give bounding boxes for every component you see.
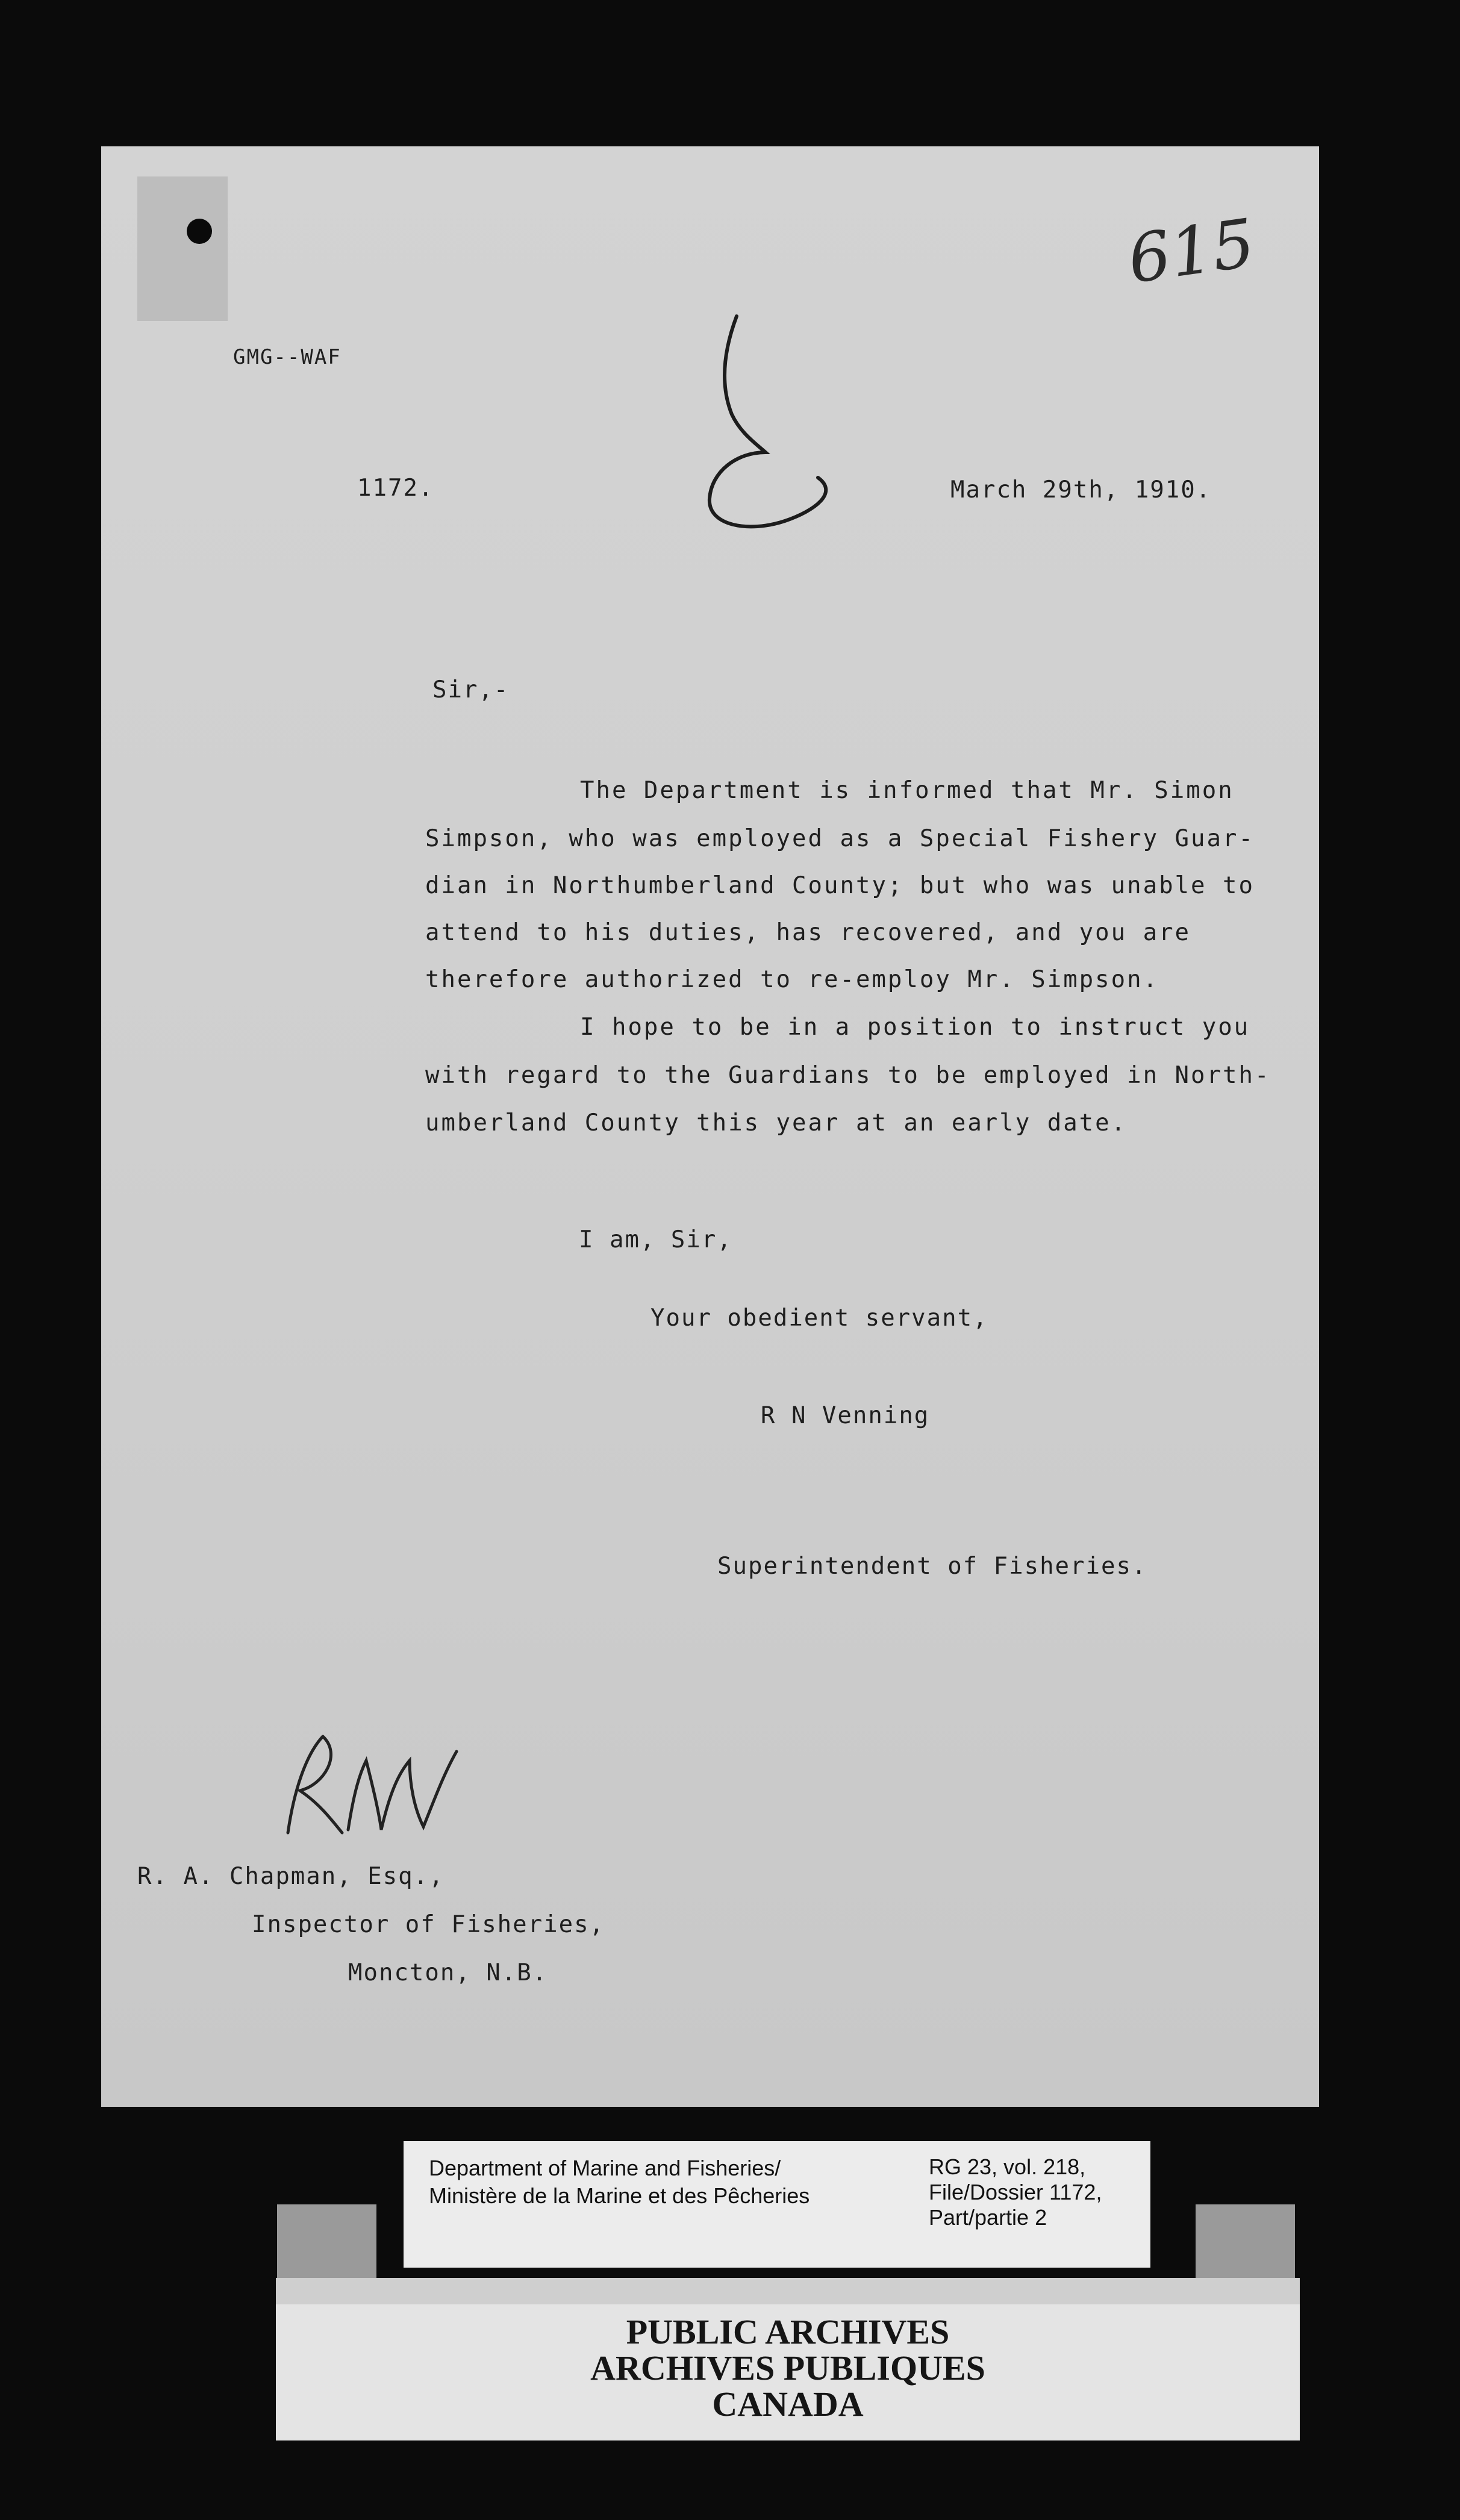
reference-initials: GMG--WAF bbox=[233, 345, 342, 369]
salutation: Sir,- bbox=[432, 676, 510, 703]
stamp-band-strip bbox=[276, 2278, 1300, 2304]
stamp-line-public-archives: PUBLIC ARCHIVES bbox=[626, 2312, 950, 2351]
letter-page bbox=[101, 146, 1319, 2107]
file-number: 1172. bbox=[357, 475, 434, 502]
handwritten-initials-signature bbox=[252, 1718, 505, 1857]
closing-line: Your obedient servant, bbox=[650, 1305, 988, 1332]
body-line: attend to his duties, has recovered, and you are bbox=[425, 919, 1191, 946]
addressee-name: R. A. Chapman, Esq., bbox=[137, 1863, 445, 1890]
stamp-line-archives-publiques: ARCHIVES PUBLIQUES bbox=[590, 2348, 985, 2387]
handwritten-mark bbox=[694, 309, 851, 544]
addressee-title: Inspector of Fisheries, bbox=[252, 1911, 605, 1938]
signatory-title: Superintendent of Fisheries. bbox=[717, 1553, 1147, 1580]
stamp-line-canada: CANADA bbox=[712, 2384, 864, 2424]
signatory-name: R N Venning bbox=[761, 1402, 930, 1429]
body-line: Simpson, who was employed as a Special Fishery Guar- bbox=[425, 825, 1255, 852]
addressee-location: Moncton, N.B. bbox=[348, 1959, 548, 1986]
record-group: RG 23, vol. 218, bbox=[929, 2154, 1086, 2179]
body-line: umberland County this year at an early date. bbox=[425, 1109, 1128, 1137]
department-name-fr: Ministère de la Marine et des Pêcheries bbox=[429, 2183, 810, 2208]
body-line: dian in Northumberland County; but who was unable to bbox=[425, 872, 1255, 899]
archive-stamp bbox=[276, 2278, 1300, 2440]
archive-reference-label bbox=[404, 2141, 1150, 2268]
punch-hole bbox=[187, 219, 212, 244]
department-name-en: Department of Marine and Fisheries/ bbox=[429, 2156, 781, 2180]
corner-shadow bbox=[137, 176, 228, 321]
body-line: with regard to the Guardians to be employed in North- bbox=[425, 1062, 1271, 1089]
letter-date: March 29th, 1910. bbox=[950, 476, 1212, 504]
part-reference: Part/partie 2 bbox=[929, 2205, 1047, 2230]
body-line: therefore authorized to re-employ Mr. Simpson. bbox=[425, 966, 1159, 993]
body-line: I hope to be in a position to instruct you bbox=[580, 1014, 1250, 1041]
file-reference: File/Dossier 1172, bbox=[929, 2180, 1102, 2204]
closing-line: I am, Sir, bbox=[579, 1226, 732, 1253]
body-line: The Department is informed that Mr. Simon bbox=[580, 777, 1234, 804]
folio-number: 615 bbox=[1123, 204, 1259, 298]
